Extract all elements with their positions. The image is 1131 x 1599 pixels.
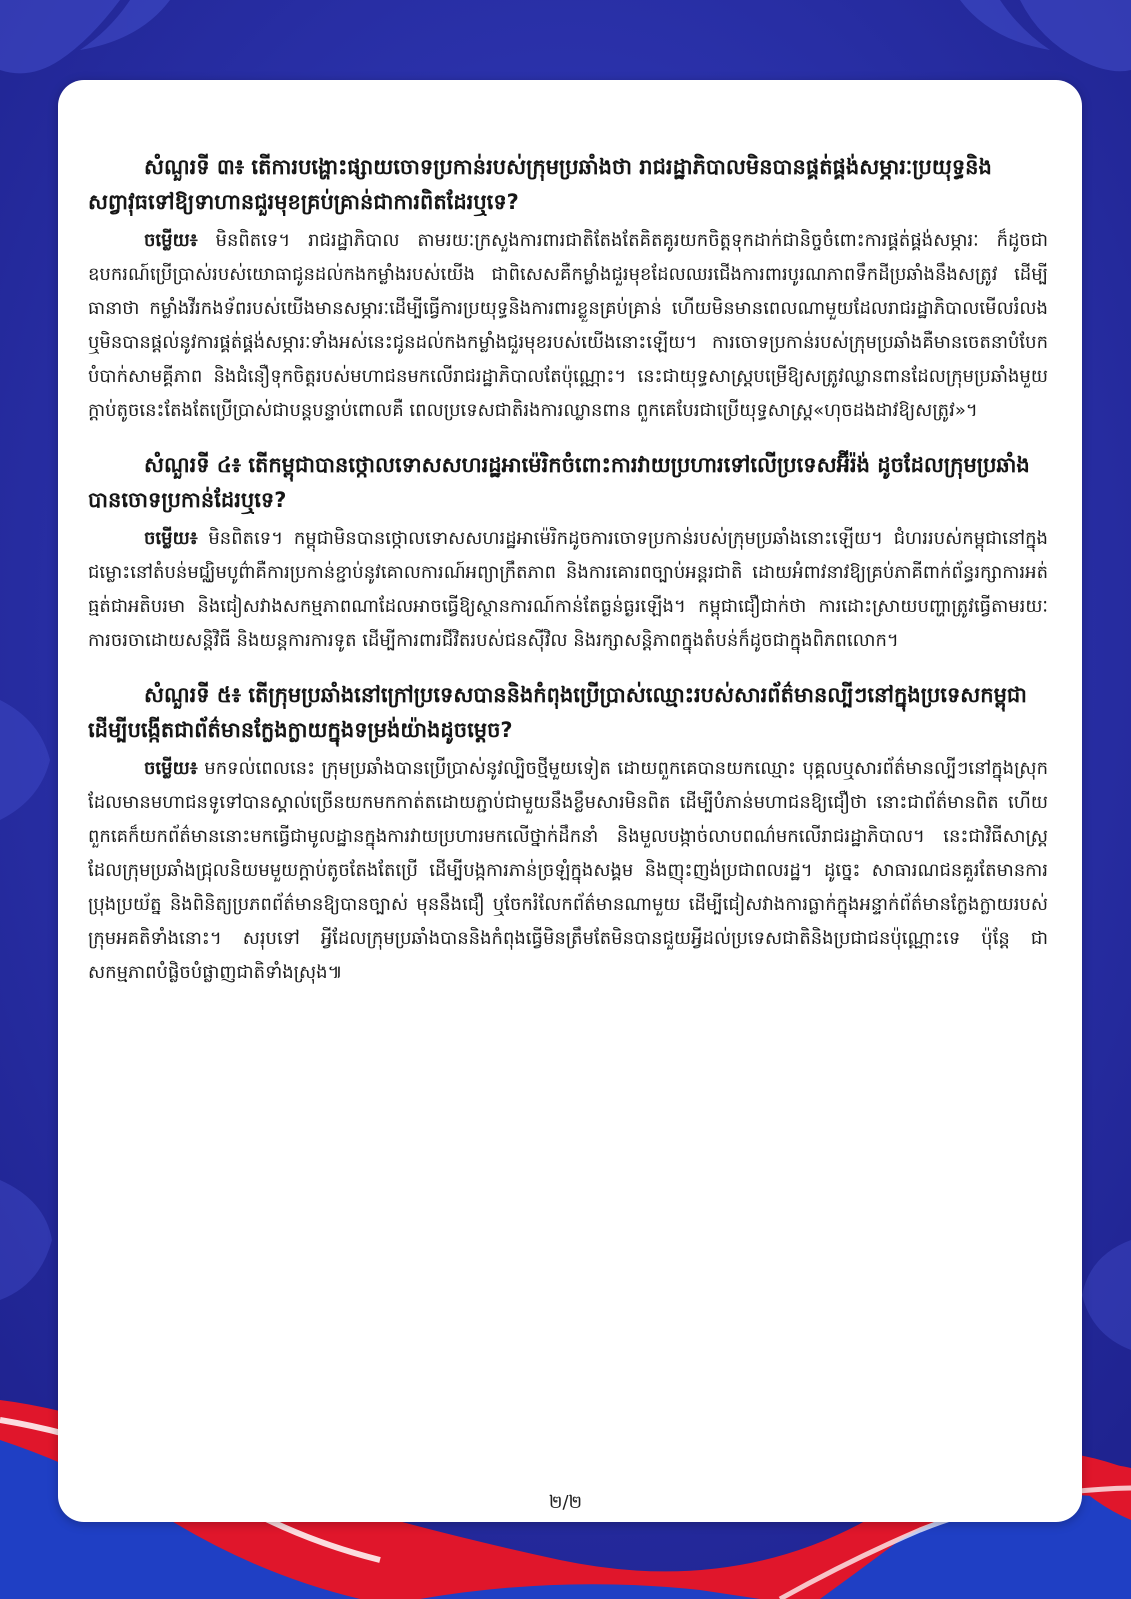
document-body — [88, 150, 1048, 1010]
question-4: សំណួរទី ៤៖ តើកម្ពុជាបានថ្កោលទោសសហរដ្ឋអាម៉េរិកចំពោះការវាយប្រហារទៅលើប្រទេសអ៊ីរ៉ង់ ដូចដែលក្រុមប្រឆាំងបានចោទប្រកាន់ដែរឬទេ? — [88, 453, 1030, 512]
answer-text: មិនពិតទេ។ រាជរដ្ឋាភិបាល តាមរយៈក្រសួងការពារជាតិតែងតែគិតគូរយកចិត្តទុកដាក់ជានិច្ចចំពោះការផ្គត់ផ្គង់សម្ភារៈ ក៏ដូចជាឧបករណ៍ប្រើប្រាស់របស់យោធាជូនដល់កងកម្លាំងរបស់យើង ជាពិសេសគឺកម្លាំងជួរមុខដែលឈរជើងការពារបូរណភាពទឹកដីប្រឆាំងនឹងសត្រូវ ដើម្បីធានាថា កម្លាំងវីរកងទ័ពរបស់យើងមានសម្ភារៈដើម្បីធ្វើការប្រយុទ្ធនិងការពារខ្លួនគ្រប់គ្រាន់ ហើយមិនមានពេលណាមួយដែលរាជរដ្ឋាភិបាលមើលរំលង ឬមិនបានផ្តល់នូវការផ្គត់ផ្គង់សម្ភារៈទាំងអស់នេះជូនដល់កងកម្លាំងជួរមុខរបស់យើងនោះឡើយ។ ការចោទប្រកាន់របស់ក្រុមប្រឆាំងគឺមានចេតនាបំបែកបំបាក់សាមគ្គីភាព និងជំនឿទុកចិត្តរបស់មហាជនមកលើរាជរដ្ឋាភិបាលតែប៉ុណ្ណោះ។ នេះជាយុទ្ធសាស្ត្របម្រើឱ្យសត្រូវឈ្លានពានដែលក្រុមប្រឆាំងមួយក្តាប់តូចនេះតែងតែប្រើប្រាស់ជាបន្តបន្ទាប់ពោលគឺ ពេលប្រទេសជាតិរងការឈ្លានពាន ពួកគេបែរជាប្រើយុទ្ធសាស្ត្រ«ហុចដងដាវឱ្យសត្រូវ»។ — [88, 230, 1048, 421]
answer-text: មិនពិតទេ។ កម្ពុជាមិនបានថ្កោលទោសសហរដ្ឋអាម៉េរិកដូចការចោទប្រកាន់របស់ក្រុមប្រឆាំងនោះឡើយ។ ជំហររបស់កម្ពុជានៅក្នុងជម្លោះនៅតំបន់មជ្ឈិមបូព៌ាគឺការប្រកាន់ខ្ជាប់នូវគោលការណ៍អព្យាក្រឹតភាព និងការគោរពច្បាប់អន្តរជាតិ ដោយអំពាវនាវឱ្យគ្រប់ភាគីពាក់ព័ន្ធរក្សាការអត់ធ្មត់ជាអតិបរមា និងជៀសវាងសកម្មភាពណាដែលអាចធ្វើឱ្យស្ថានការណ៍កាន់តែធ្ងន់ធ្ងរឡើង។ កម្ពុជាជឿជាក់ថា ការដោះស្រាយបញ្ហាត្រូវធ្វើតាមរយៈការចរចាដោយសន្តិវិធី និងយន្តការការទូត ដើម្បីការពារជីវិតរបស់ជនស៊ីវិល និងរក្សាសន្តិភាពក្នុងតំបន់ក៏ដូចជាក្នុងពិភពលោក។ — [88, 528, 1048, 651]
qa-section-3 — [88, 150, 1048, 428]
answer-4 — [88, 522, 1048, 658]
answer-label: ចម្លើយ៖ — [144, 758, 198, 779]
answer-3 — [88, 224, 1048, 428]
page-number: ២/២ — [548, 1492, 583, 1513]
question-3: សំណួរទី ៣៖ តើការបង្ហោះផ្សាយចោទប្រកាន់របស់ក្រុមប្រឆាំងថា រាជរដ្ឋាភិបាលមិនបានផ្គត់ផ្គង់សម្ភារៈប្រយុទ្ធនិងសព្វាវុធទៅឱ្យទាហានជួរមុខគ្រប់គ្រាន់ជាការពិតដែរឬទេ? — [88, 155, 992, 214]
question-5: សំណួរទី ៥៖ តើក្រុមប្រឆាំងនៅក្រៅប្រទេសបាននិងកំពុងប្រើប្រាស់ឈ្មោះរបស់សារព័ត៌មានល្បីៗនៅក្នុងប្រទេសកម្ពុជាដើម្បីបង្កើតជាព័ត៌មានក្លែងក្លាយក្នុងទម្រង់យ៉ាងដូចម្តេច? — [88, 683, 1027, 742]
qa-section-4 — [88, 448, 1048, 658]
qa-section-5 — [88, 678, 1048, 990]
answer-label: ចម្លើយ៖ — [144, 230, 198, 251]
answer-label: ចម្លើយ៖ — [144, 528, 198, 549]
answer-text: មកទល់ពេលនេះ ក្រុមប្រឆាំងបានប្រើប្រាស់នូវល្បិចថ្មីមួយទៀត ដោយពួកគេបានយកឈ្មោះ បុគ្គលឬសារព័ត៌មានល្បីៗនៅក្នុងស្រុកដែលមានមហាជនទូទៅបានស្គាល់ច្រើនយកមកកាត់តដោយភ្ជាប់ជាមួយនឹងខ្លឹមសារមិនពិត ដើម្បីបំភាន់មហាជនឱ្យជឿថា នោះជាព័ត៌មានពិត ហើយពួកគេក៏យកព័ត៌មាននោះមកធ្វើជាមូលដ្ឋានក្នុងការវាយប្រហារមកលើថ្នាក់ដឹកនាំ និងមួលបង្កាច់លាបពណ៌មកលើរាជរដ្ឋាភិបាល។ នេះជាវិធីសាស្ត្រដែលក្រុមប្រឆាំងជ្រុលនិយមមួយក្តាប់តូចតែងតែប្រើ ដើម្បីបង្កការភាន់ច្រឡំក្នុងសង្គម និងញុះញង់ប្រជាពលរដ្ឋ។ ដូច្នេះ សាធារណជនគួរតែមានការប្រុងប្រយ័ត្ន និងពិនិត្យប្រភពព័ត៌មានឱ្យបានច្បាស់ មុននឹងជឿ ឬចែករំលែកព័ត៌មានណាមួយ ដើម្បីជៀសវាងការធ្លាក់ក្នុងអន្ទាក់ព័ត៌មានក្លែងក្លាយរបស់ក្រុមអគតិទាំងនោះ។ សរុបទៅ អ្វីដែលក្រុមប្រឆាំងបាននិងកំពុងធ្វើមិនត្រឹមតែមិនបានជួយអ្វីដល់ប្រទេសជាតិនិងប្រជាជនប៉ុណ្ណោះទេ ប៉ុន្តែ ជាសកម្មភាពបំផ្លិចបំផ្លាញជាតិទាំងស្រុង៕ — [88, 758, 1048, 983]
answer-5 — [88, 752, 1048, 990]
